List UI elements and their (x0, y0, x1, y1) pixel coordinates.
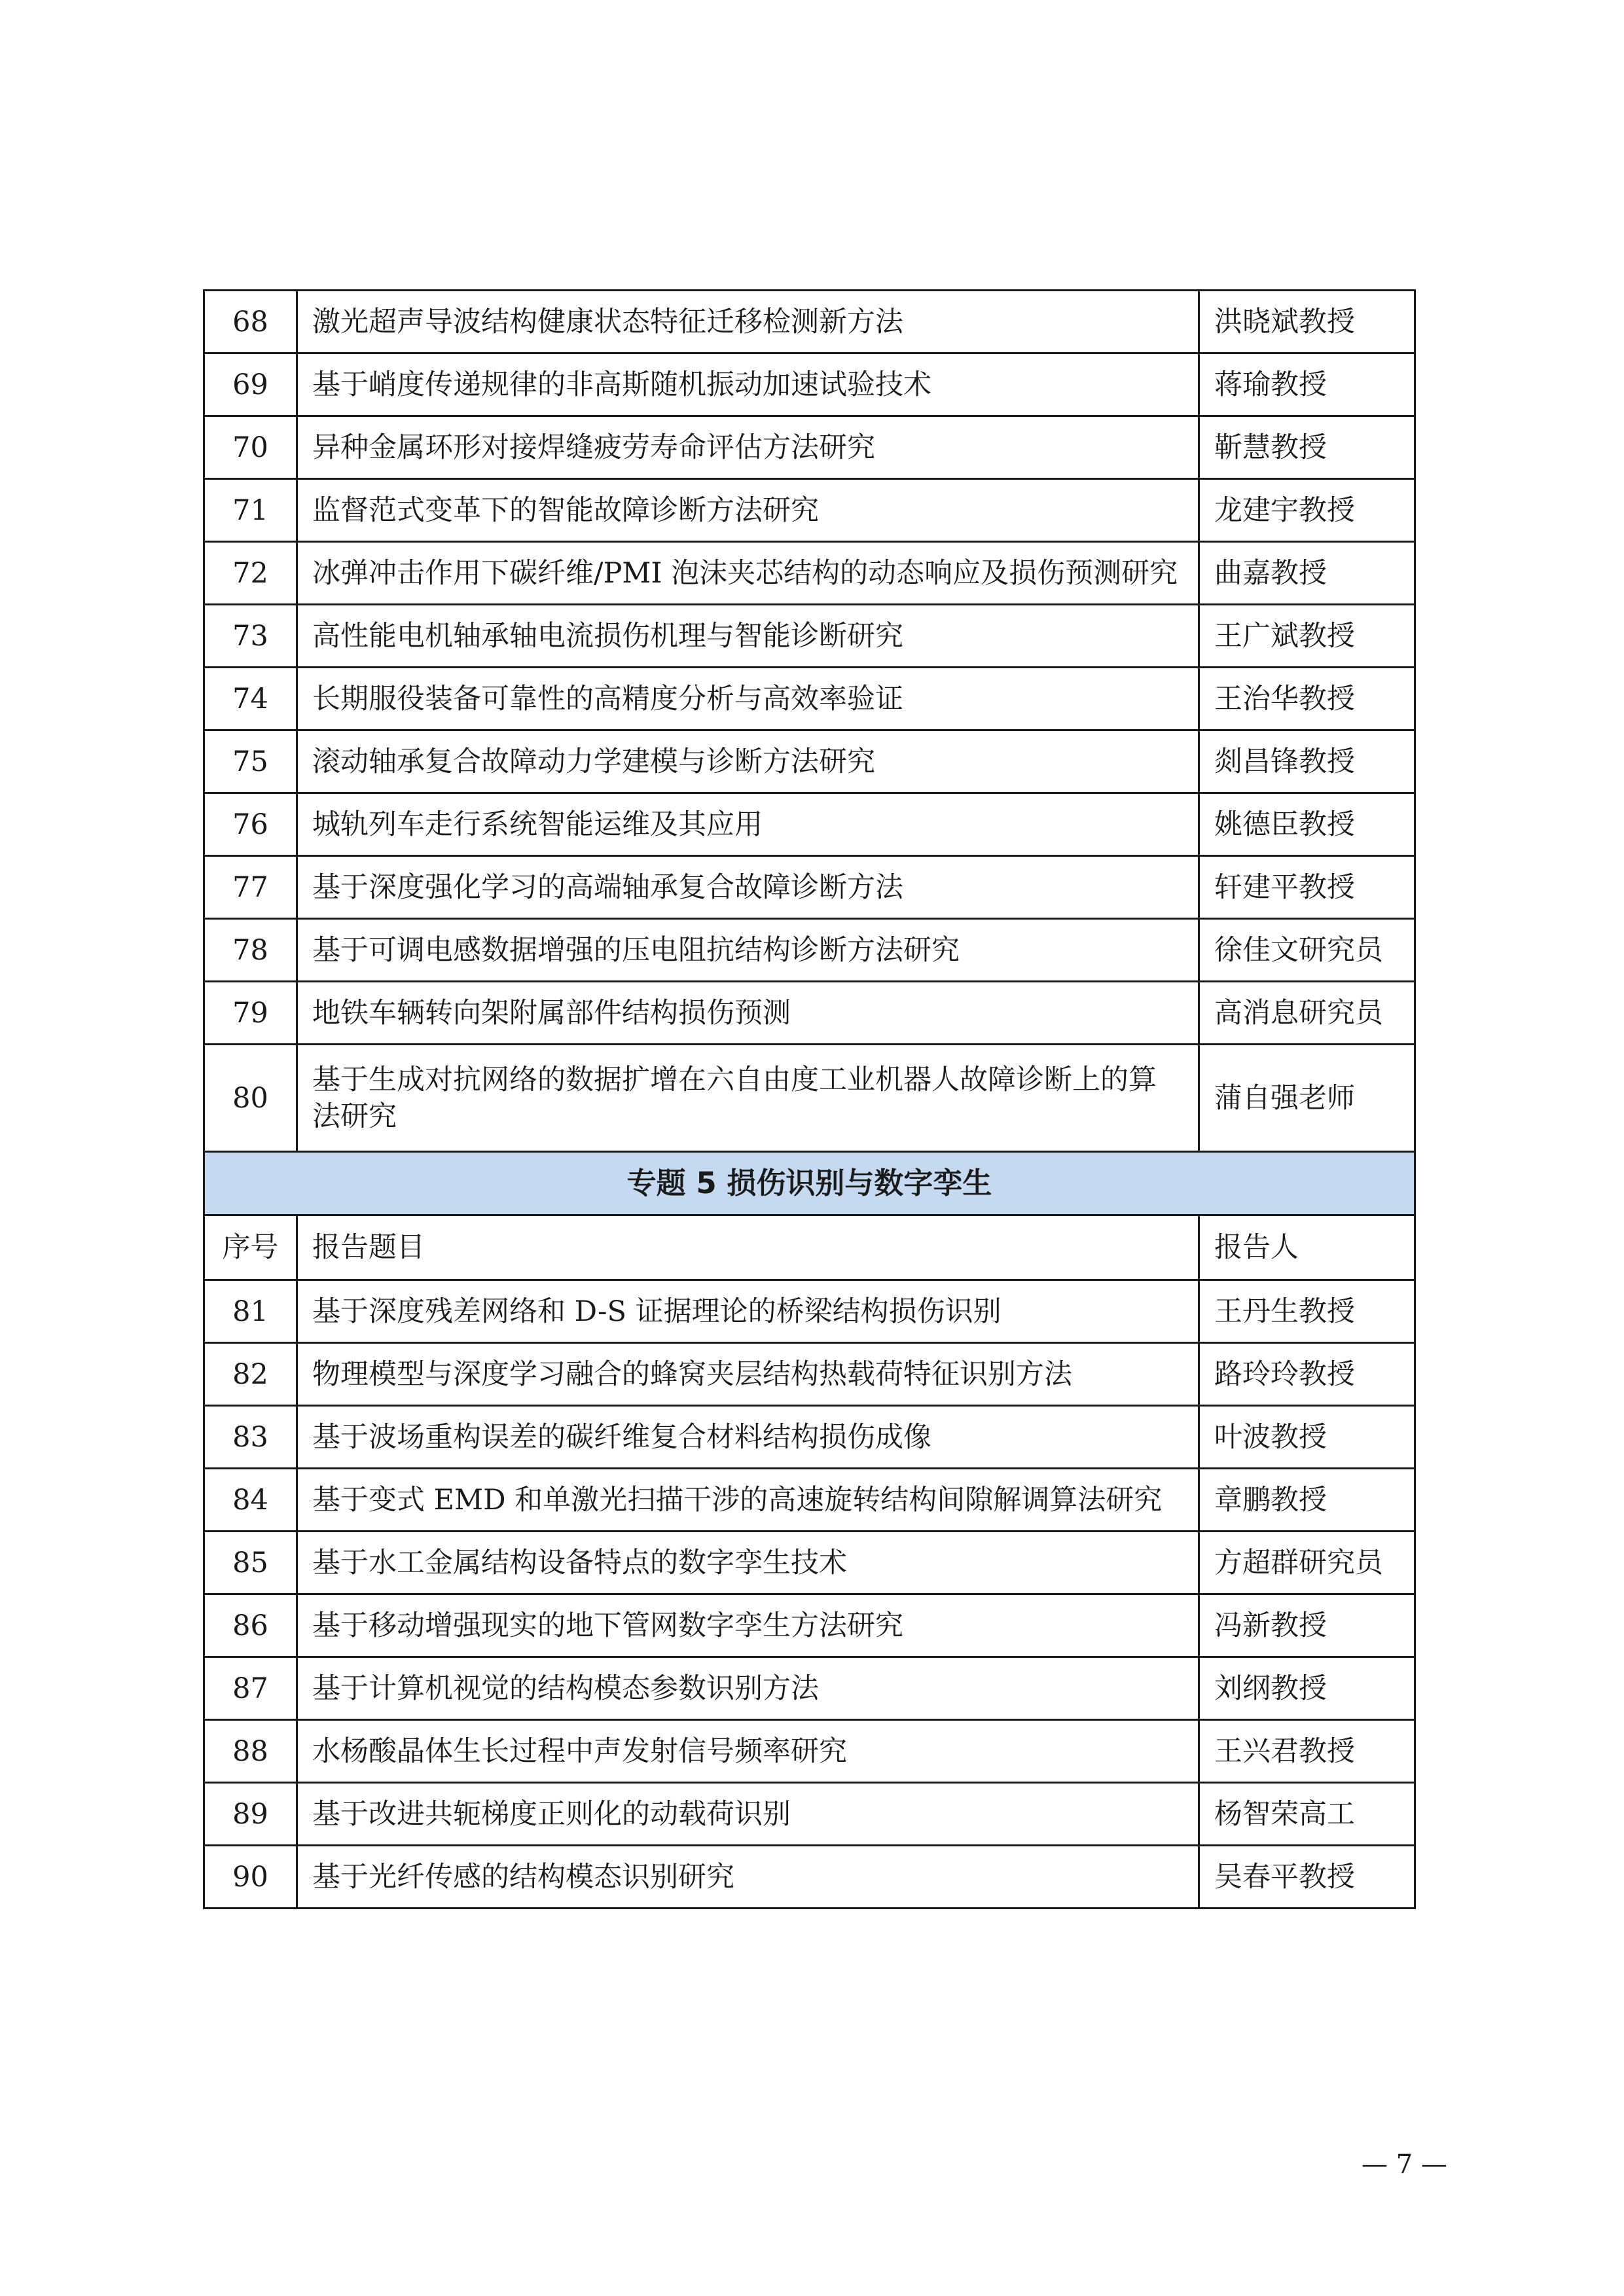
row-number: 72 (204, 542, 297, 605)
row-number: 69 (204, 353, 297, 416)
table-row (204, 1783, 1415, 1846)
reporter: 王丹生教授 (1199, 1280, 1415, 1343)
row-number: 78 (204, 919, 297, 982)
reporter: 方超群研究员 (1199, 1532, 1415, 1594)
reporter: 冯新教授 (1199, 1594, 1415, 1657)
table-row (204, 982, 1415, 1045)
report-title: 滚动轴承复合故障动力学建模与诊断方法研究 (297, 730, 1199, 793)
reporter: 龙建宇教授 (1199, 479, 1415, 542)
report-title: 物理模型与深度学习融合的蜂窝夹层结构热载荷特征识别方法 (297, 1343, 1199, 1406)
reporter: 路玲玲教授 (1199, 1343, 1415, 1406)
reporter: 洪晓斌教授 (1199, 291, 1415, 353)
row-number: 73 (204, 605, 297, 668)
row-number: 79 (204, 982, 297, 1045)
report-title: 基于光纤传感的结构模态识别研究 (297, 1846, 1199, 1909)
program-sheet (203, 289, 1414, 1909)
row-number: 85 (204, 1532, 297, 1594)
table-row (204, 919, 1415, 982)
reporter: 剡昌锋教授 (1199, 730, 1415, 793)
reporter: 杨智荣高工 (1199, 1783, 1415, 1846)
row-number: 71 (204, 479, 297, 542)
table-row (204, 793, 1415, 856)
column-header-title: 报告题目 (297, 1215, 1199, 1280)
row-number: 81 (204, 1280, 297, 1343)
row-number: 83 (204, 1406, 297, 1469)
reporter: 章鹏教授 (1199, 1469, 1415, 1532)
report-title: 监督范式变革下的智能故障诊断方法研究 (297, 479, 1199, 542)
report-schedule-table (203, 289, 1416, 1909)
reporter: 高消息研究员 (1199, 982, 1415, 1045)
table-row (204, 1720, 1415, 1783)
row-number: 87 (204, 1657, 297, 1720)
report-title: 基于波场重构误差的碳纤维复合材料结构损伤成像 (297, 1406, 1199, 1469)
table-row (204, 1657, 1415, 1720)
table-row (204, 730, 1415, 793)
table-row (204, 353, 1415, 416)
table-row (204, 856, 1415, 919)
column-header-reporter: 报告人 (1199, 1215, 1415, 1280)
table-row (204, 668, 1415, 730)
report-title: 基于生成对抗网络的数据扩增在六自由度工业机器人故障诊断上的算法研究 (297, 1045, 1199, 1152)
table-row (204, 1594, 1415, 1657)
section-title: 专题 5 损伤识别与数字孪生 (204, 1152, 1415, 1215)
table-row (204, 479, 1415, 542)
table-row (204, 291, 1415, 353)
row-number: 74 (204, 668, 297, 730)
report-title: 基于改进共轭梯度正则化的动载荷识别 (297, 1783, 1199, 1846)
report-title: 长期服役装备可靠性的高精度分析与高效率验证 (297, 668, 1199, 730)
reporter: 轩建平教授 (1199, 856, 1415, 919)
report-title: 城轨列车走行系统智能运维及其应用 (297, 793, 1199, 856)
row-number: 77 (204, 856, 297, 919)
report-title: 基于可调电感数据增强的压电阻抗结构诊断方法研究 (297, 919, 1199, 982)
report-title: 基于峭度传递规律的非高斯随机振动加速试验技术 (297, 353, 1199, 416)
table-row (204, 1280, 1415, 1343)
table-row (204, 1469, 1415, 1532)
row-number: 89 (204, 1783, 297, 1846)
reporter: 曲嘉教授 (1199, 542, 1415, 605)
report-title: 基于变式 EMD 和单激光扫描干涉的高速旋转结构间隙解调算法研究 (297, 1469, 1199, 1532)
column-header-number: 序号 (204, 1215, 297, 1280)
table-row (204, 542, 1415, 605)
table-row (204, 1343, 1415, 1406)
table-row (204, 416, 1415, 479)
report-title: 基于深度强化学习的高端轴承复合故障诊断方法 (297, 856, 1199, 919)
table-row (204, 1846, 1415, 1909)
reporter: 王广斌教授 (1199, 605, 1415, 668)
row-number: 82 (204, 1343, 297, 1406)
reporter: 蒋瑜教授 (1199, 353, 1415, 416)
column-header-row (204, 1215, 1415, 1280)
row-number: 70 (204, 416, 297, 479)
section-header-row (204, 1152, 1415, 1215)
report-title: 冰弹冲击作用下碳纤维/PMI 泡沫夹芯结构的动态响应及损伤预测研究 (297, 542, 1199, 605)
report-title: 基于深度残差网络和 D-S 证据理论的桥梁结构损伤识别 (297, 1280, 1199, 1343)
row-number: 68 (204, 291, 297, 353)
table-row (204, 1532, 1415, 1594)
row-number: 90 (204, 1846, 297, 1909)
report-title: 激光超声导波结构健康状态特征迁移检测新方法 (297, 291, 1199, 353)
reporter: 姚德臣教授 (1199, 793, 1415, 856)
reporter: 蒲自强老师 (1199, 1045, 1415, 1152)
reporter: 靳慧教授 (1199, 416, 1415, 479)
reporter: 徐佳文研究员 (1199, 919, 1415, 982)
report-title: 基于计算机视觉的结构模态参数识别方法 (297, 1657, 1199, 1720)
table-row (204, 1406, 1415, 1469)
report-title: 基于水工金属结构设备特点的数字孪生技术 (297, 1532, 1199, 1594)
table-row (204, 1045, 1415, 1152)
reporter: 王兴君教授 (1199, 1720, 1415, 1783)
reporter: 叶波教授 (1199, 1406, 1415, 1469)
table-row (204, 605, 1415, 668)
report-title: 高性能电机轴承轴电流损伤机理与智能诊断研究 (297, 605, 1199, 668)
report-title: 异种金属环形对接焊缝疲劳寿命评估方法研究 (297, 416, 1199, 479)
row-number: 76 (204, 793, 297, 856)
row-number: 84 (204, 1469, 297, 1532)
reporter: 刘纲教授 (1199, 1657, 1415, 1720)
report-title: 水杨酸晶体生长过程中声发射信号频率研究 (297, 1720, 1199, 1783)
row-number: 88 (204, 1720, 297, 1783)
report-title: 地铁车辆转向架附属部件结构损伤预测 (297, 982, 1199, 1045)
page-number: — 7 — (1362, 2149, 1447, 2179)
row-number: 80 (204, 1045, 297, 1152)
row-number: 86 (204, 1594, 297, 1657)
reporter: 王治华教授 (1199, 668, 1415, 730)
row-number: 75 (204, 730, 297, 793)
report-title: 基于移动增强现实的地下管网数字孪生方法研究 (297, 1594, 1199, 1657)
reporter: 吴春平教授 (1199, 1846, 1415, 1909)
